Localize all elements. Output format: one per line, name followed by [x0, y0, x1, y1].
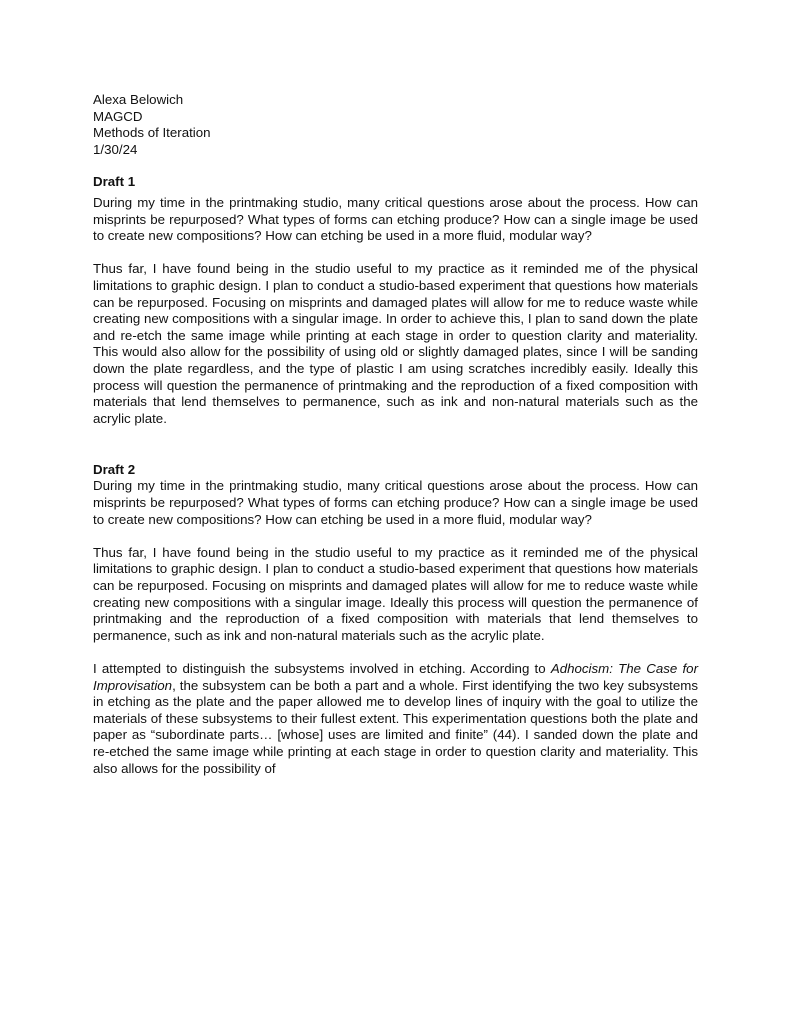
draft-1-heading: Draft 1 [93, 174, 136, 190]
draft-2-heading: Draft 2 [93, 461, 136, 477]
draft-2-paragraph-1: During my time in the printmaking studio, many critical questions arose about the process. How can misprints be repurposed? What types of forms can etching produce? How can a single image be used to create new compositions? How can etching be used in a more fluid, modular way? [93, 478, 698, 527]
draft-2-paragraph-3-lead: I attempted to distinguish the subsystems involved in etching. According to [93, 661, 551, 676]
document-header [93, 92, 698, 158]
course-name: Methods of Iteration [93, 125, 211, 141]
book-title: Adhocism: The Case for Improvisation [93, 661, 698, 693]
draft-1-paragraph-2: Thus far, I have found being in the studio useful to my practice as it reminded me of the physical limitations to graphic design. I plan to conduct a studio-based experiment that questions how materials can be repurposed. Focusing on misprints and damaged plates will allow for me to reduce waste while creating new compositions with a singular image. In order to achieve this, I plan to sand down the plate and re-etch the same image while printing at each stage in order to question clarity and materiality. This would also allow for the possibility of using old or slightly damaged plates, since I will be sanding down the plate regardless, and the type of plastic I am using scratches incredibly easily. Ideally this process will question the permanence of printmaking and the reproduction of a fixed composition with materials that lend themselves to permanence, such as ink and non-natural materials such as the acrylic plate. [93, 261, 698, 426]
draft-1-paragraph-1: During my time in the printmaking studio, many critical questions arose about the process. How can misprints be repurposed? What types of forms can etching produce? How can a single image be used to create new compositions? How can etching be used in a more fluid, modular way? [93, 194, 698, 244]
draft-2-section [93, 462, 698, 777]
author-name: Alexa Belowich [93, 92, 184, 107]
draft-2-paragraph-2: Thus far, I have found being in the studio useful to my practice as it reminded me of the physical limitations to graphic design. I plan to conduct a studio-based experiment that questions how materials can be repurposed. Focusing on misprints and damaged plates will allow for me to reduce waste while creating new compositions with a singular image. Ideally this process will question the permanence of printmaking and the reproduction of a fixed composition with materials that lend themselves to permanence, such as ink and non-natural materials such as the acrylic plate. [93, 544, 698, 643]
draft-2-paragraph-3 [93, 661, 698, 777]
document-page [93, 92, 698, 794]
program-name: MAGCD [93, 108, 143, 124]
section-spacer [93, 444, 698, 462]
draft-1-section [93, 174, 698, 427]
document-date: 1/30/24 [93, 141, 138, 157]
draft-2-paragraph-3-rest: , the subsystem can be both a part and a whole. First identifying the two key subsystems in etching as the plate and the paper allowed me to develop lines of inquiry with the goal to utilize the materials of these subsystems to their fullest extent. This experimentation questions both the plate and paper as “subordinate parts… [whose] uses are limited and finite” (44). I sanded down the plate and re-etched the same image while printing at each stage in order to question clarity and materiality. This also allows for the possibility of [93, 677, 698, 776]
